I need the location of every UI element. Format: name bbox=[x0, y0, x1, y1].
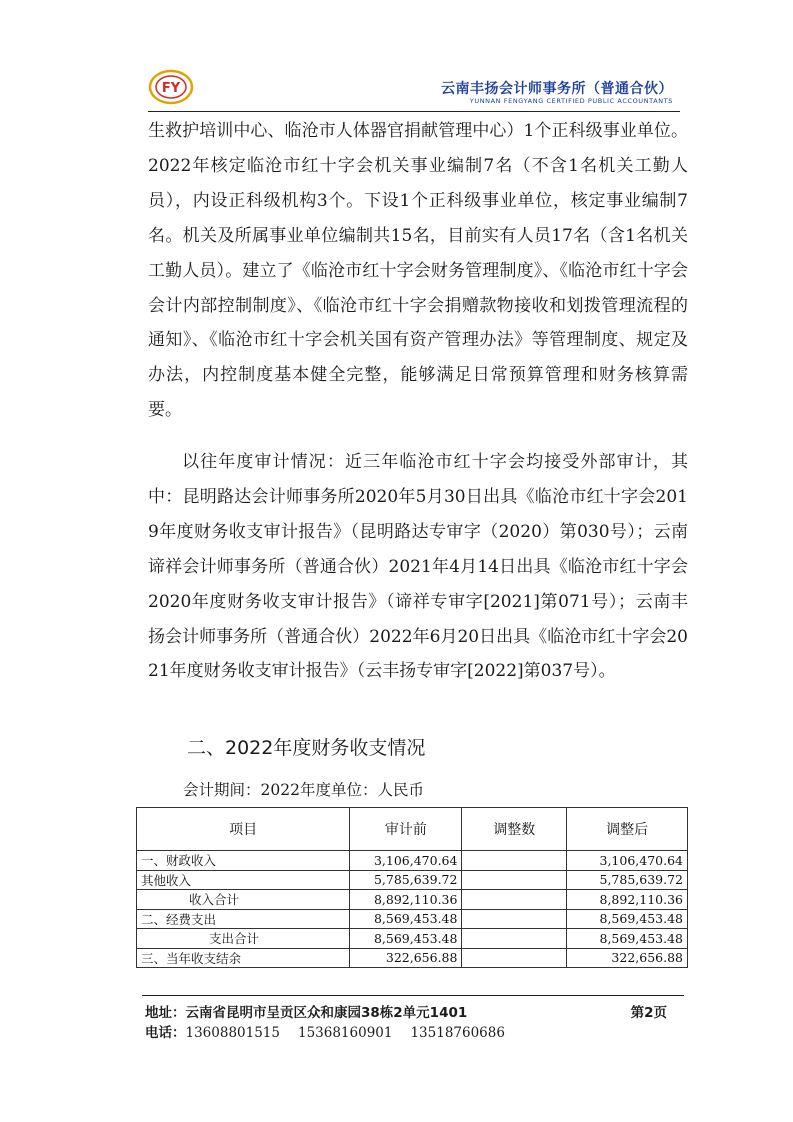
row-item: 收入合计 bbox=[137, 890, 350, 910]
footer-address bbox=[145, 1001, 467, 1021]
row-item: 支出合计 bbox=[137, 929, 350, 949]
header-rule bbox=[148, 111, 680, 112]
footer-rule bbox=[142, 995, 684, 996]
row-before: 5,785,639.72 bbox=[350, 870, 462, 890]
table-row bbox=[137, 948, 688, 968]
table-row bbox=[137, 890, 688, 910]
row-item: 一、财政收入 bbox=[137, 851, 350, 871]
row-item: 二、经费支出 bbox=[137, 909, 350, 929]
paragraph-org-overview: 生救护培训中心、临沧市人体器官捐献管理中心）1个正科级事业单位。2022年核定临沧市红十字会机关事业编制7名（不含1名机关工勤人员），内设正科级机构3个。下设1个正科级事业单位，核定事业编制7名。机关及所属事业单位编制共15名，目前实有人员17名（含1名机关工勤人员）。建立了《临沧市红十字会财务管理制度》、《临沧市红十字会会计内部控制制度》、《临沧市红十字会捐赠款物接收和划拨管理流程的通知》、《临沧市红十字会机关国有资产管理办法》等管理制度、规定及办法，内控制度基本健全完整，能够满足日常预算管理和财务核算需要。 bbox=[148, 121, 688, 421]
table-header-row bbox=[137, 808, 688, 851]
row-adjust bbox=[462, 929, 567, 949]
row-after: 322,656.88 bbox=[567, 948, 688, 968]
row-after: 8,569,453.48 bbox=[567, 929, 688, 949]
row-before: 8,569,453.48 bbox=[350, 929, 462, 949]
phone-label: 电话： bbox=[145, 1025, 186, 1041]
firm-logo bbox=[148, 68, 194, 106]
row-after: 5,785,639.72 bbox=[567, 870, 688, 890]
address-label: 地址： bbox=[145, 1005, 186, 1021]
phone-1: 13608801515 bbox=[185, 1025, 280, 1041]
row-before: 8,569,453.48 bbox=[350, 909, 462, 929]
firm-name-en: YUNNAN FENGYANG CERTIFIED PUBLIC ACCOUNTANTS bbox=[469, 97, 673, 105]
phone-2: 15368160901 bbox=[297, 1025, 393, 1041]
row-adjust bbox=[462, 948, 567, 968]
row-after: 3,106,470.64 bbox=[567, 851, 688, 871]
financial-table bbox=[136, 807, 688, 968]
col-header-item: 项目 bbox=[137, 808, 350, 851]
row-before: 8,892,110.36 bbox=[350, 890, 462, 910]
page-number: 第2页 bbox=[630, 1005, 667, 1021]
table-row bbox=[137, 851, 688, 871]
table-row bbox=[137, 929, 688, 949]
row-item: 三、当年收支结余 bbox=[137, 948, 350, 968]
row-adjust bbox=[462, 909, 567, 929]
row-before: 3,106,470.64 bbox=[350, 851, 462, 871]
table-row bbox=[137, 909, 688, 929]
phone-3: 13518760686 bbox=[410, 1025, 505, 1041]
firm-name: 云南丰扬会计师事务所（普通合伙） bbox=[441, 81, 673, 97]
paragraph-prior-audits: 以往年度审计情况：近三年临沧市红十字会均接受外部审计，其中：昆明路达会计师事务所2020年5月30日出具《临沧市红十字会2019年度财务收支审计报告》（昆明路达专审字（2020）第030号）；云南谛祥会计师事务所（普通合伙）2021年4月14日出具《临沧市红十字会2020年度财务收支审计报告》（谛祥专审字[2021]第071号）；云南丰扬会计师事务所（普通合伙）2022年6月20日出具《临沧市红十字会2021年度财务收支审计报告》（云丰扬专审字[2022]第037号）。 bbox=[148, 452, 688, 682]
col-header-after: 调整后 bbox=[567, 808, 688, 851]
row-after: 8,892,110.36 bbox=[567, 890, 688, 910]
footer-phones bbox=[145, 1021, 505, 1041]
row-item: 其他收入 bbox=[137, 870, 350, 890]
row-after: 8,569,453.48 bbox=[567, 909, 688, 929]
col-header-adjust: 调整数 bbox=[462, 808, 567, 851]
table-row bbox=[137, 870, 688, 890]
row-adjust bbox=[462, 851, 567, 871]
row-before: 322,656.88 bbox=[350, 948, 462, 968]
section-title: 二、2022年度财务收支情况 bbox=[187, 737, 426, 759]
row-adjust bbox=[462, 890, 567, 910]
logo-text: FY bbox=[161, 81, 181, 96]
accounting-period: 会计期间：2022年度单位：人民币 bbox=[183, 781, 424, 799]
col-header-before: 审计前 bbox=[350, 808, 462, 851]
row-adjust bbox=[462, 870, 567, 890]
address-value: 云南省昆明市呈贡区众和康园38栋2单元1401 bbox=[185, 1005, 468, 1021]
